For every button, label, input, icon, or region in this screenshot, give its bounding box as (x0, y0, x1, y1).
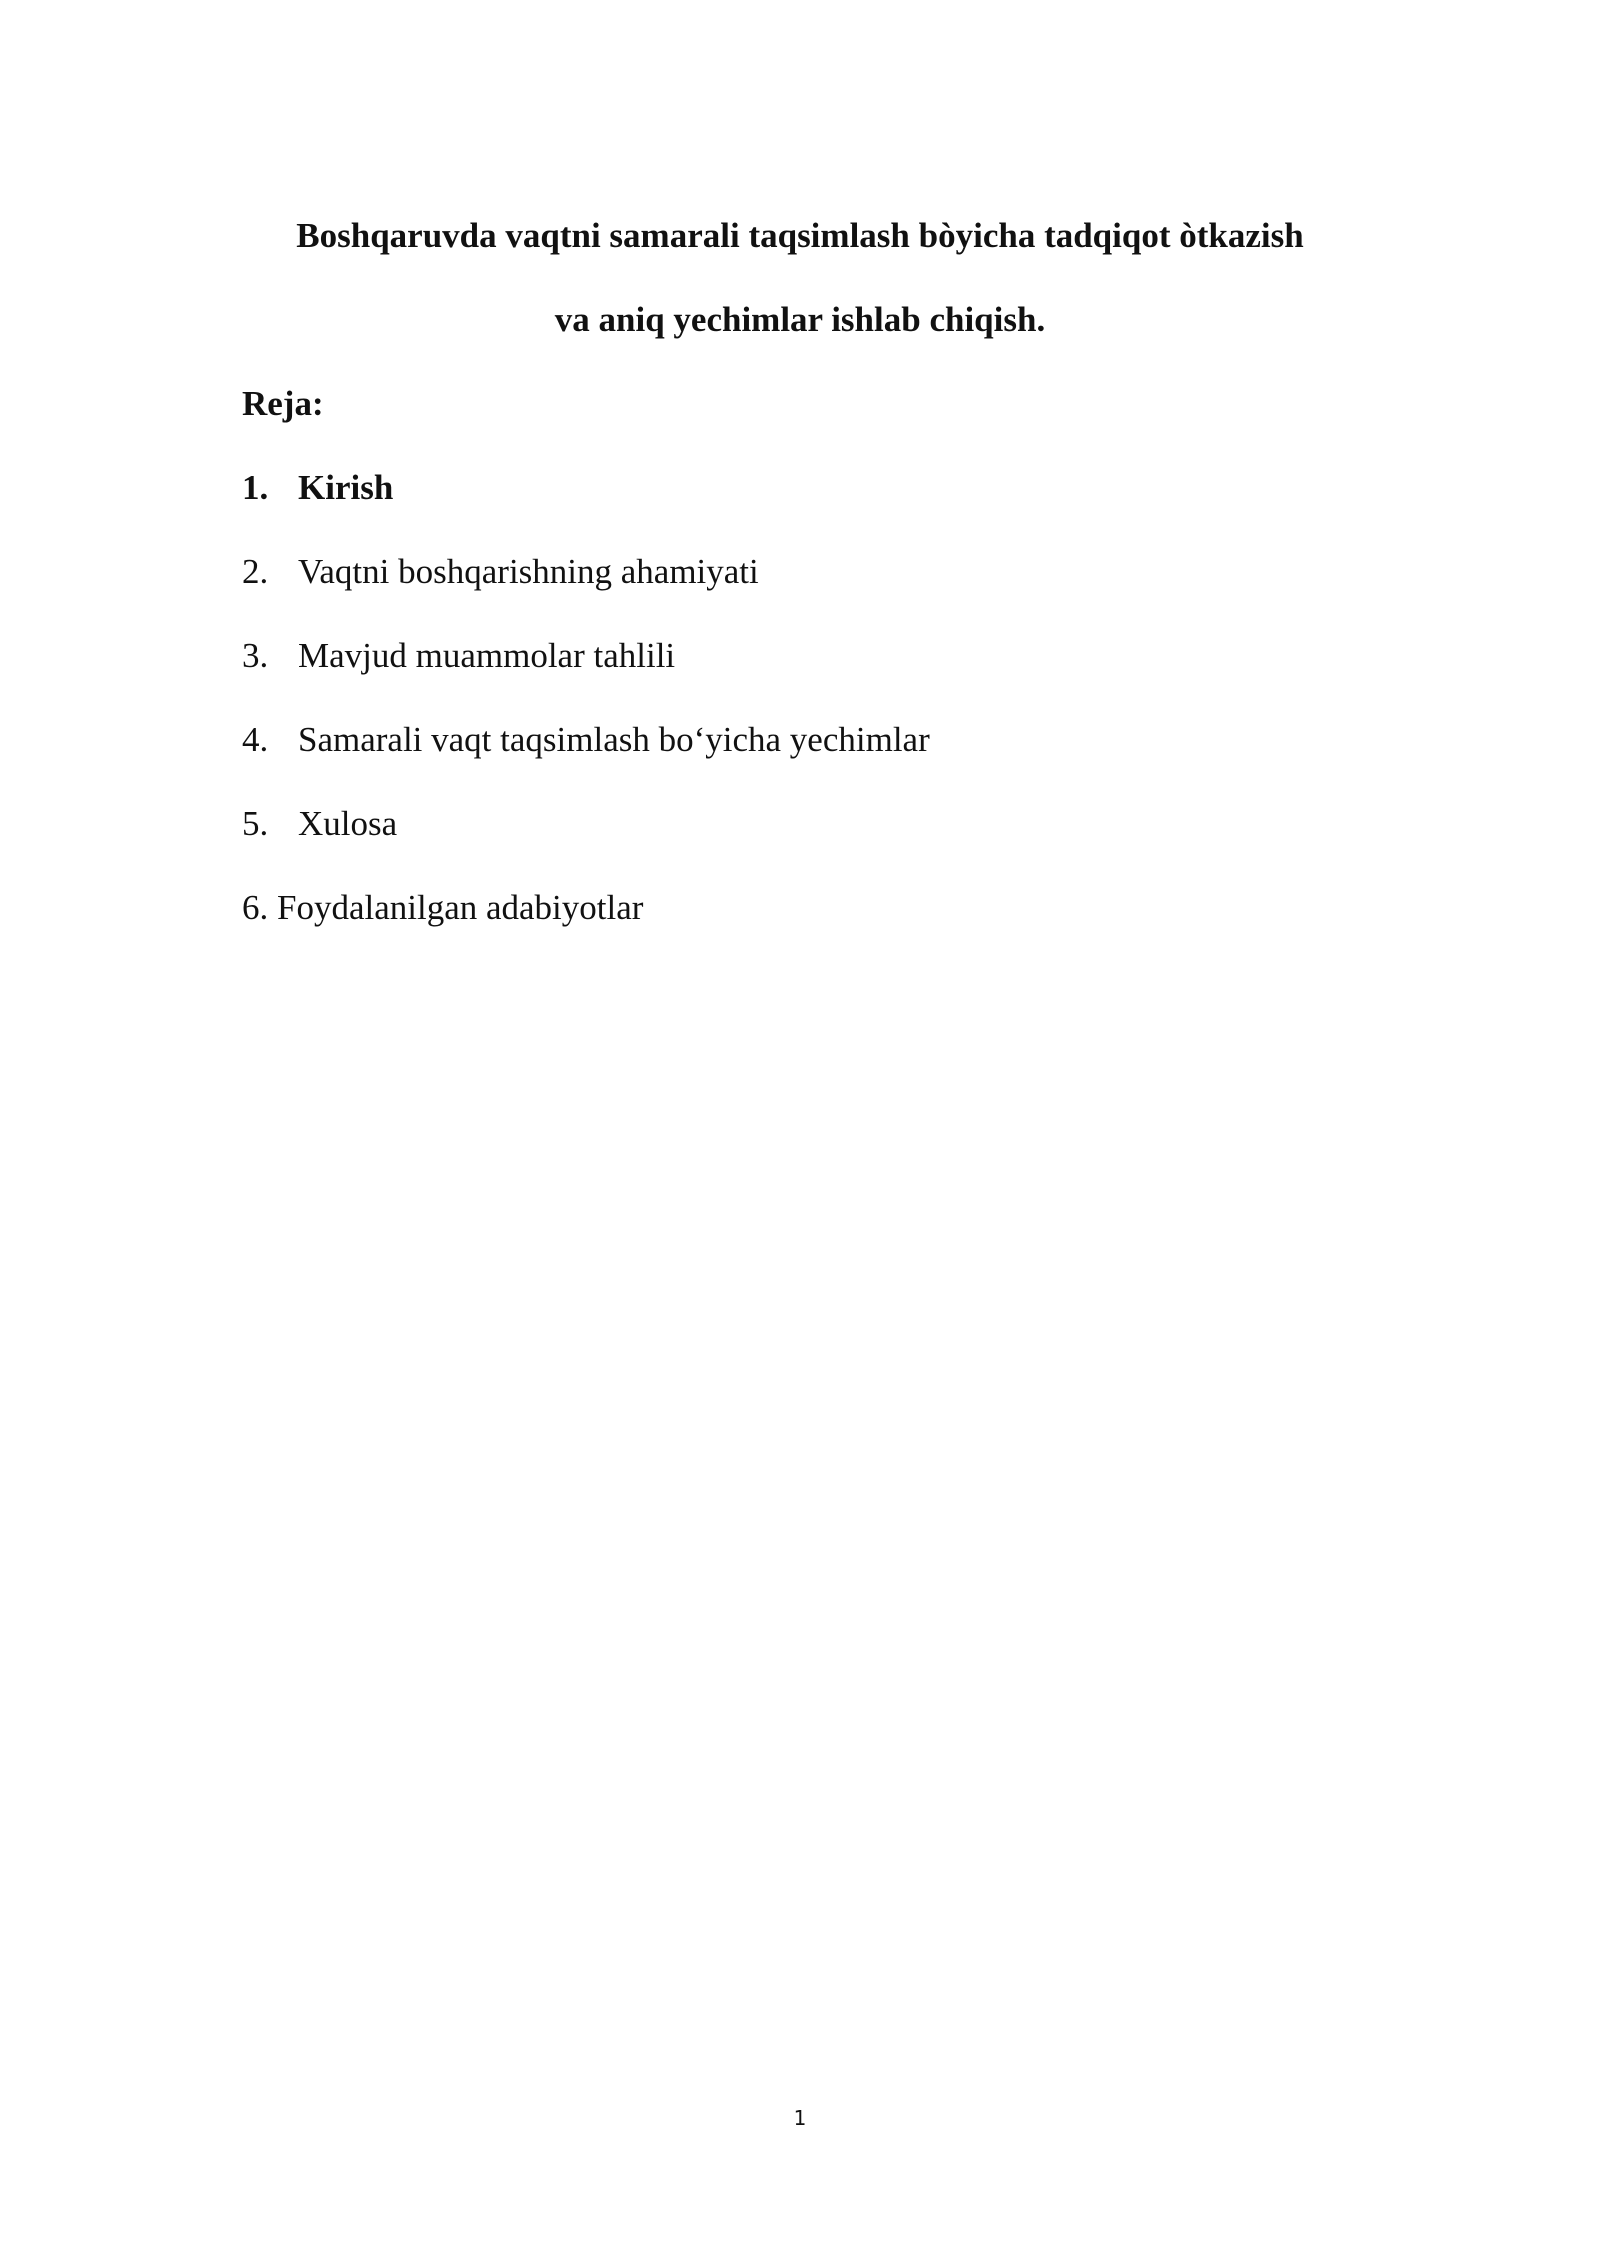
plan-item-text: Mavjud muammolar tahlili (298, 636, 676, 675)
document-title-line-2: va aniq yechimlar ishlab chiqish. (554, 300, 1046, 339)
plan-item-references: 6. Foydalanilgan adabiyotlar (242, 888, 644, 927)
page-number: 1 (793, 2106, 807, 2130)
plan-item-text: Xulosa (298, 804, 398, 843)
plan-item-number: 3. (242, 636, 269, 675)
plan-item-number: 4. (242, 720, 269, 759)
plan-item-text: Vaqtni boshqarishning ahamiyati (298, 552, 759, 591)
plan-item-text: Kirish (298, 468, 394, 507)
plan-heading: Reja: (242, 384, 324, 423)
plan-item-number: 2. (242, 552, 269, 591)
plan-item-number: 5. (242, 804, 269, 843)
plan-item-text: Samarali vaqt taqsimlash bo‘yicha yechimlar (298, 720, 930, 759)
document-title-line-1: Boshqaruvda vaqtni samarali taqsimlash bòyicha tadqiqot òtkazish (296, 216, 1304, 255)
plan-item-number: 1. (242, 468, 269, 507)
